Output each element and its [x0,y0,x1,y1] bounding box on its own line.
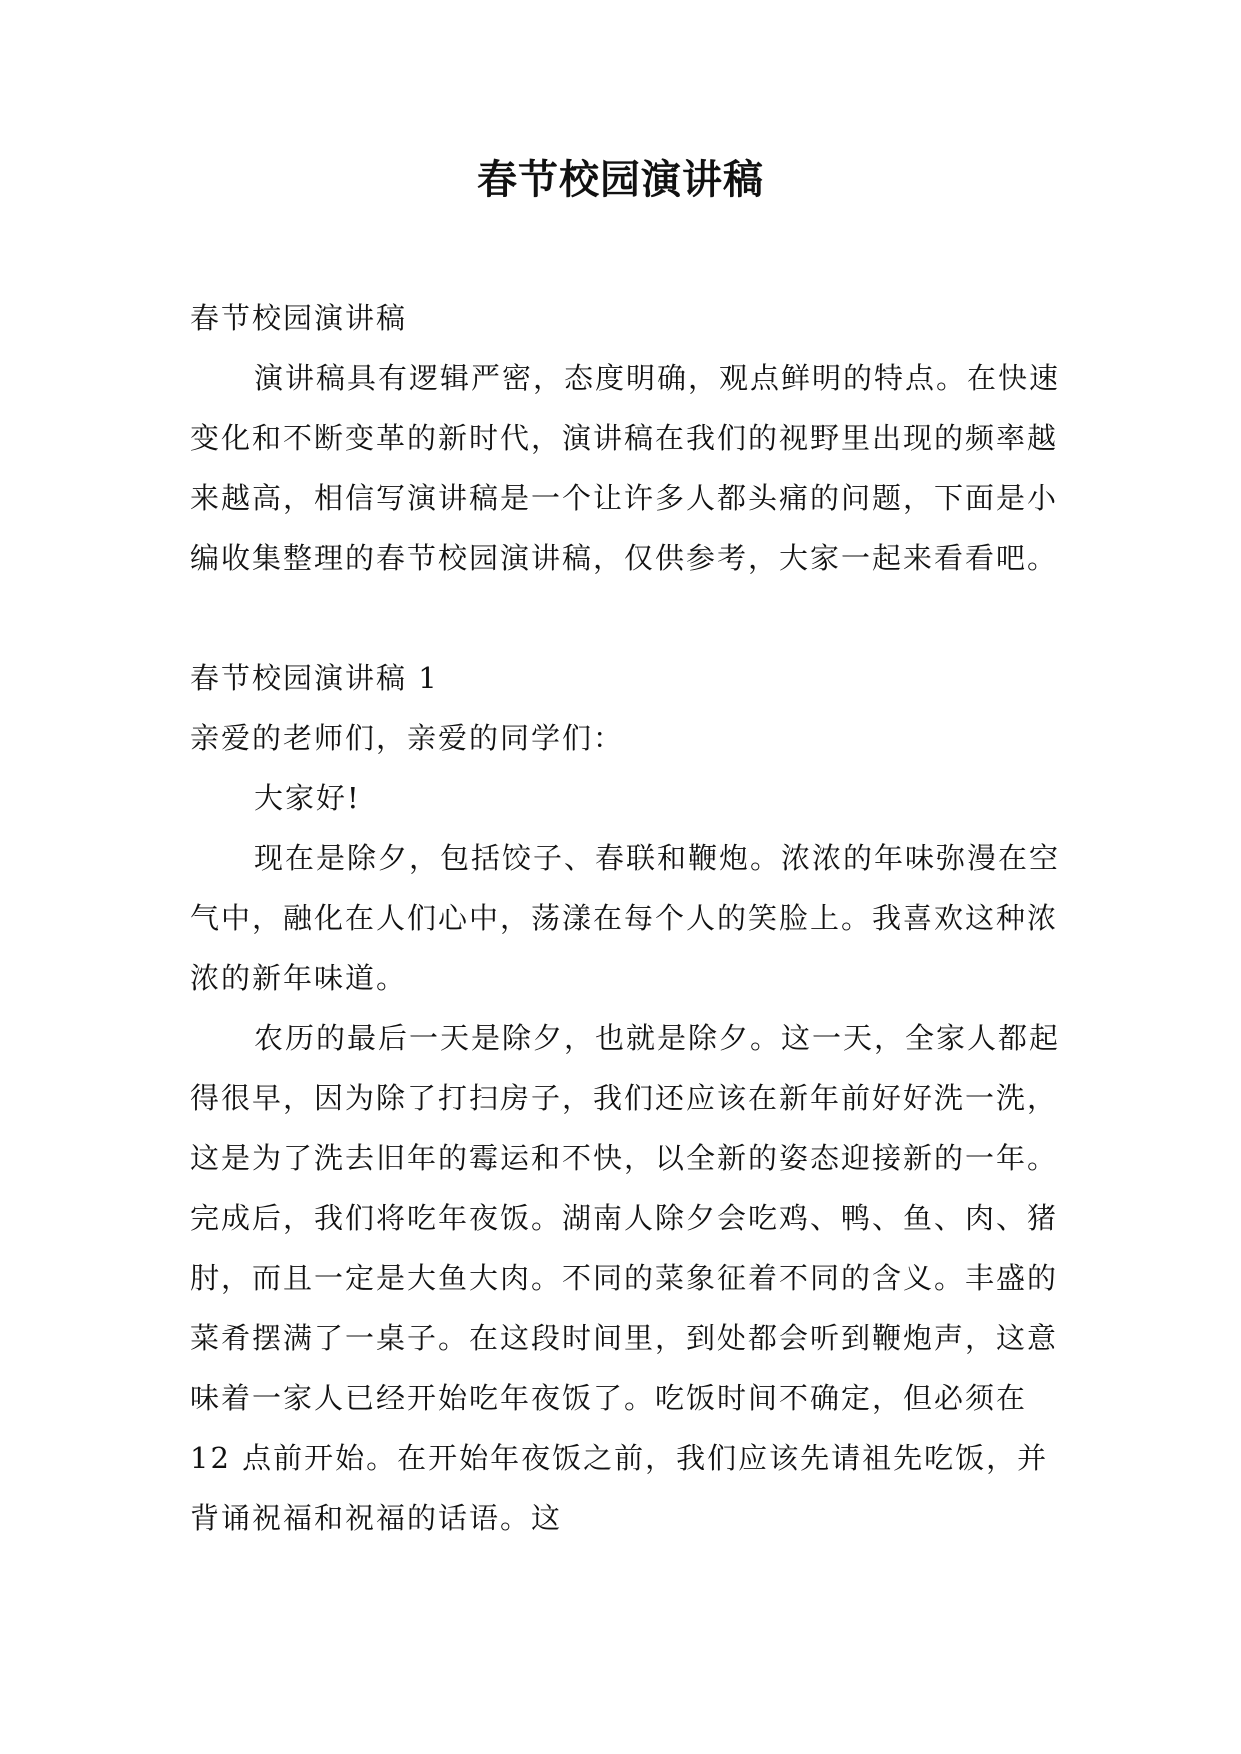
document-body [190,288,1070,1548]
salutation: 亲爱的老师们，亲爱的同学们： [190,721,625,755]
greeting: 大家好! [254,781,361,815]
intro-paragraph: 演讲稿具有逻辑严密，态度明确，观点鲜明的特点。在快速变化和不断变革的新时代，演讲稿在我们的视野里出现的频率越来越高，相信写演讲稿是一个让许多人都头痛的问题，下面是小编收集整理的春节校园演讲稿，仅供参考，大家一起来看看吧。 [190,361,1061,575]
section-heading: 春节校园演讲稿 1 [190,661,439,695]
subtitle: 春节校园演讲稿 [190,301,408,335]
document-title: 春节校园演讲稿 [477,156,764,203]
body-paragraph: 现在是除夕，包括饺子、春联和鞭炮。浓浓的年味弥漫在空气中，融化在人们心中，荡漾在每个人的笑脸上。我喜欢这种浓浓的新年味道。 [190,841,1061,995]
body-paragraph: 农历的最后一天是除夕，也就是除夕。这一天，全家人都起得很早，因为除了打扫房子，我们还应该在新年前好好洗一洗，这是为了洗去旧年的霉运和不快，以全新的姿态迎接新的一年。完成后，我们将吃年夜饭。湖南人除夕会吃鸡、鸭、鱼、肉、猪肘，而且一定是大鱼大肉。不同的菜象征着不同的含义。丰盛的菜肴摆满了一桌子。在这段时间里，到处都会听到鞭炮声，这意味着一家人已经开始吃年夜饭了。吃饭时间不确定，但必须在 12 点前开始。在开始年夜饭之前，我们应该先请祖先吃饭，并背诵祝福和祝福的话语。这 [190,1021,1061,1535]
